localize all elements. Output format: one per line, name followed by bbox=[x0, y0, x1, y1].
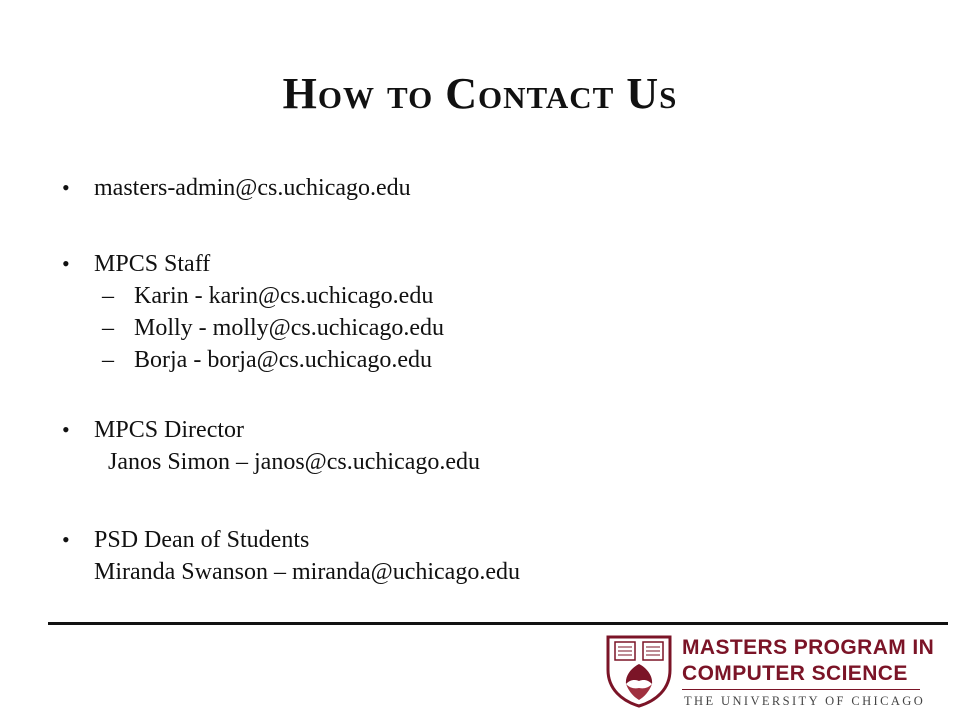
list-item bbox=[62, 524, 922, 556]
staff-heading: MPCS Staff bbox=[94, 251, 211, 277]
bullet-icon: • bbox=[62, 527, 70, 552]
staff-item bbox=[62, 280, 922, 312]
admin-email-link[interactable]: masters-admin@cs.uchicago.edu bbox=[94, 175, 411, 201]
logo-line-1: MASTERS PROGRAM IN bbox=[682, 636, 935, 659]
bullet-icon: • bbox=[62, 417, 70, 442]
staff-item-text[interactable]: Molly - molly@cs.uchicago.edu bbox=[134, 315, 445, 341]
staff-item bbox=[62, 344, 922, 376]
director-detail[interactable]: Janos Simon – janos@cs.uchicago.edu bbox=[108, 449, 481, 475]
dash-icon: – bbox=[102, 283, 114, 309]
list-item bbox=[62, 414, 922, 446]
dash-icon: – bbox=[102, 347, 114, 373]
logo-divider bbox=[682, 689, 920, 690]
logo-line-2: COMPUTER SCIENCE bbox=[682, 662, 908, 685]
bullet-icon: • bbox=[62, 175, 70, 200]
dean-detail[interactable]: Miranda Swanson – miranda@uchicago.edu bbox=[94, 559, 520, 585]
bullet-icon: • bbox=[62, 251, 70, 276]
dean-heading: PSD Dean of Students bbox=[94, 527, 310, 553]
staff-item-text[interactable]: Borja - borja@cs.uchicago.edu bbox=[134, 347, 432, 373]
dash-icon: – bbox=[102, 315, 114, 341]
list-item bbox=[62, 172, 922, 204]
staff-item bbox=[62, 312, 922, 344]
contact-list bbox=[62, 172, 922, 588]
mpcs-logo bbox=[604, 634, 935, 708]
slide-title: How to Contact Us bbox=[282, 69, 678, 118]
university-shield-icon bbox=[604, 634, 674, 708]
staff-item-text[interactable]: Karin - karin@cs.uchicago.edu bbox=[134, 283, 434, 309]
logo-line-3: THE UNIVERSITY OF CHICAGO bbox=[684, 694, 926, 708]
director-heading: MPCS Director bbox=[94, 417, 244, 443]
list-item bbox=[62, 248, 922, 280]
footer-divider bbox=[48, 622, 948, 625]
